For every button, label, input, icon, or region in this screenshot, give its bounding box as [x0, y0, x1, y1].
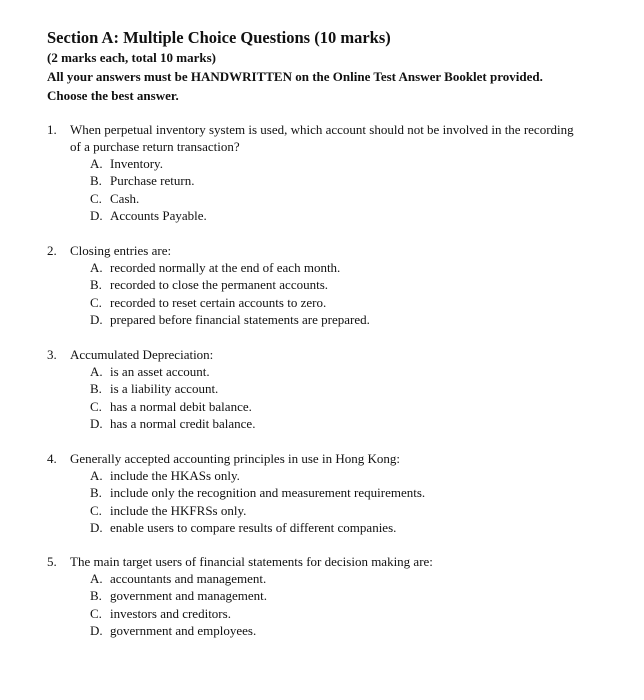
option-label: D. — [90, 207, 103, 223]
option-b — [90, 380, 587, 397]
option-c — [90, 294, 587, 311]
question-text: When perpetual inventory system is used, which account should not be involved in the recording of a purchase return transaction? — [70, 122, 574, 154]
option-text: include the HKASs only. — [110, 468, 240, 483]
option-a — [90, 259, 587, 276]
option-b — [90, 484, 587, 501]
question-text: The main target users of financial statements for decision making are: — [70, 554, 433, 569]
marks-note: (2 marks each, total 10 marks) — [47, 50, 216, 65]
question-number: 5. — [47, 554, 57, 569]
option-text: has a normal debit balance. — [110, 398, 252, 414]
option-d — [90, 622, 587, 639]
option-list — [90, 155, 587, 224]
question-text: Generally accepted accounting principles in use in Hong Kong: — [70, 451, 400, 466]
option-text: prepared before financial statements are prepared. — [110, 311, 370, 327]
option-text: Purchase return. — [110, 173, 195, 189]
option-text: enable users to compare results of different companies. — [110, 519, 397, 535]
option-text: include only the recognition and measurement requirements. — [110, 485, 426, 501]
option-text: government and employees. — [110, 622, 257, 638]
question-number: 2. — [47, 243, 57, 258]
answer-instruction: All your answers must be HANDWRITTEN on the Online Test Answer Booklet provided. — [47, 69, 543, 84]
option-label: C. — [90, 294, 102, 310]
option-d — [90, 311, 587, 328]
choose-instruction: Choose the best answer. — [47, 88, 179, 103]
section-title: Section A: Multiple Choice Questions (10 marks) — [47, 28, 391, 47]
option-label: C. — [90, 502, 102, 518]
option-label: C. — [90, 190, 102, 206]
option-a — [90, 570, 587, 587]
option-label: B. — [90, 485, 102, 501]
option-d — [90, 519, 587, 536]
option-text: government and management. — [110, 588, 268, 604]
question-text: Closing entries are: — [70, 243, 172, 258]
option-label: A. — [90, 364, 103, 379]
option-label: B. — [90, 173, 102, 189]
question-4 — [47, 450, 587, 536]
question-number: 4. — [47, 451, 57, 466]
option-text: recorded to close the permanent accounts. — [110, 277, 329, 293]
option-text: accountants and management. — [110, 571, 267, 586]
option-text: Cash. — [110, 190, 140, 206]
option-d — [90, 207, 587, 224]
option-b — [90, 276, 587, 293]
option-label: B. — [90, 381, 102, 397]
option-a — [90, 467, 587, 484]
option-text: is a liability account. — [110, 381, 219, 397]
option-text: Inventory. — [110, 156, 163, 171]
question-number: 1. — [47, 122, 57, 137]
option-label: D. — [90, 519, 103, 535]
option-d — [90, 415, 587, 432]
section-header — [47, 28, 627, 105]
option-b — [90, 172, 587, 189]
option-c — [90, 190, 587, 207]
option-list — [90, 467, 587, 536]
option-label: A. — [90, 468, 103, 483]
question-text: Accumulated Depreciation: — [70, 347, 214, 362]
option-text: is an asset account. — [110, 364, 210, 379]
question-2 — [47, 242, 587, 328]
option-label: A. — [90, 571, 103, 586]
question-3 — [47, 346, 587, 432]
option-label: D. — [90, 415, 103, 431]
option-text: include the HKFRSs only. — [110, 502, 247, 518]
option-label: A. — [90, 156, 103, 171]
option-text: has a normal credit balance. — [110, 415, 256, 431]
option-label: A. — [90, 260, 103, 275]
option-c — [90, 398, 587, 415]
question-number: 3. — [47, 347, 57, 362]
option-text: recorded to reset certain accounts to zero. — [110, 294, 327, 310]
option-label: D. — [90, 311, 103, 327]
option-text: Accounts Payable. — [110, 207, 207, 223]
option-list — [90, 259, 587, 328]
option-c — [90, 605, 587, 622]
option-a — [90, 155, 587, 172]
option-label: C. — [90, 605, 102, 621]
option-list — [90, 363, 587, 432]
option-b — [90, 587, 587, 604]
option-a — [90, 363, 587, 380]
option-text: recorded normally at the end of each month. — [110, 260, 341, 275]
option-label: D. — [90, 622, 103, 638]
option-label: B. — [90, 277, 102, 293]
question-5 — [47, 553, 587, 639]
option-label: B. — [90, 588, 102, 604]
option-c — [90, 502, 587, 519]
option-list — [90, 570, 587, 639]
option-text: investors and creditors. — [110, 605, 231, 621]
question-1 — [47, 121, 587, 224]
option-label: C. — [90, 398, 102, 414]
